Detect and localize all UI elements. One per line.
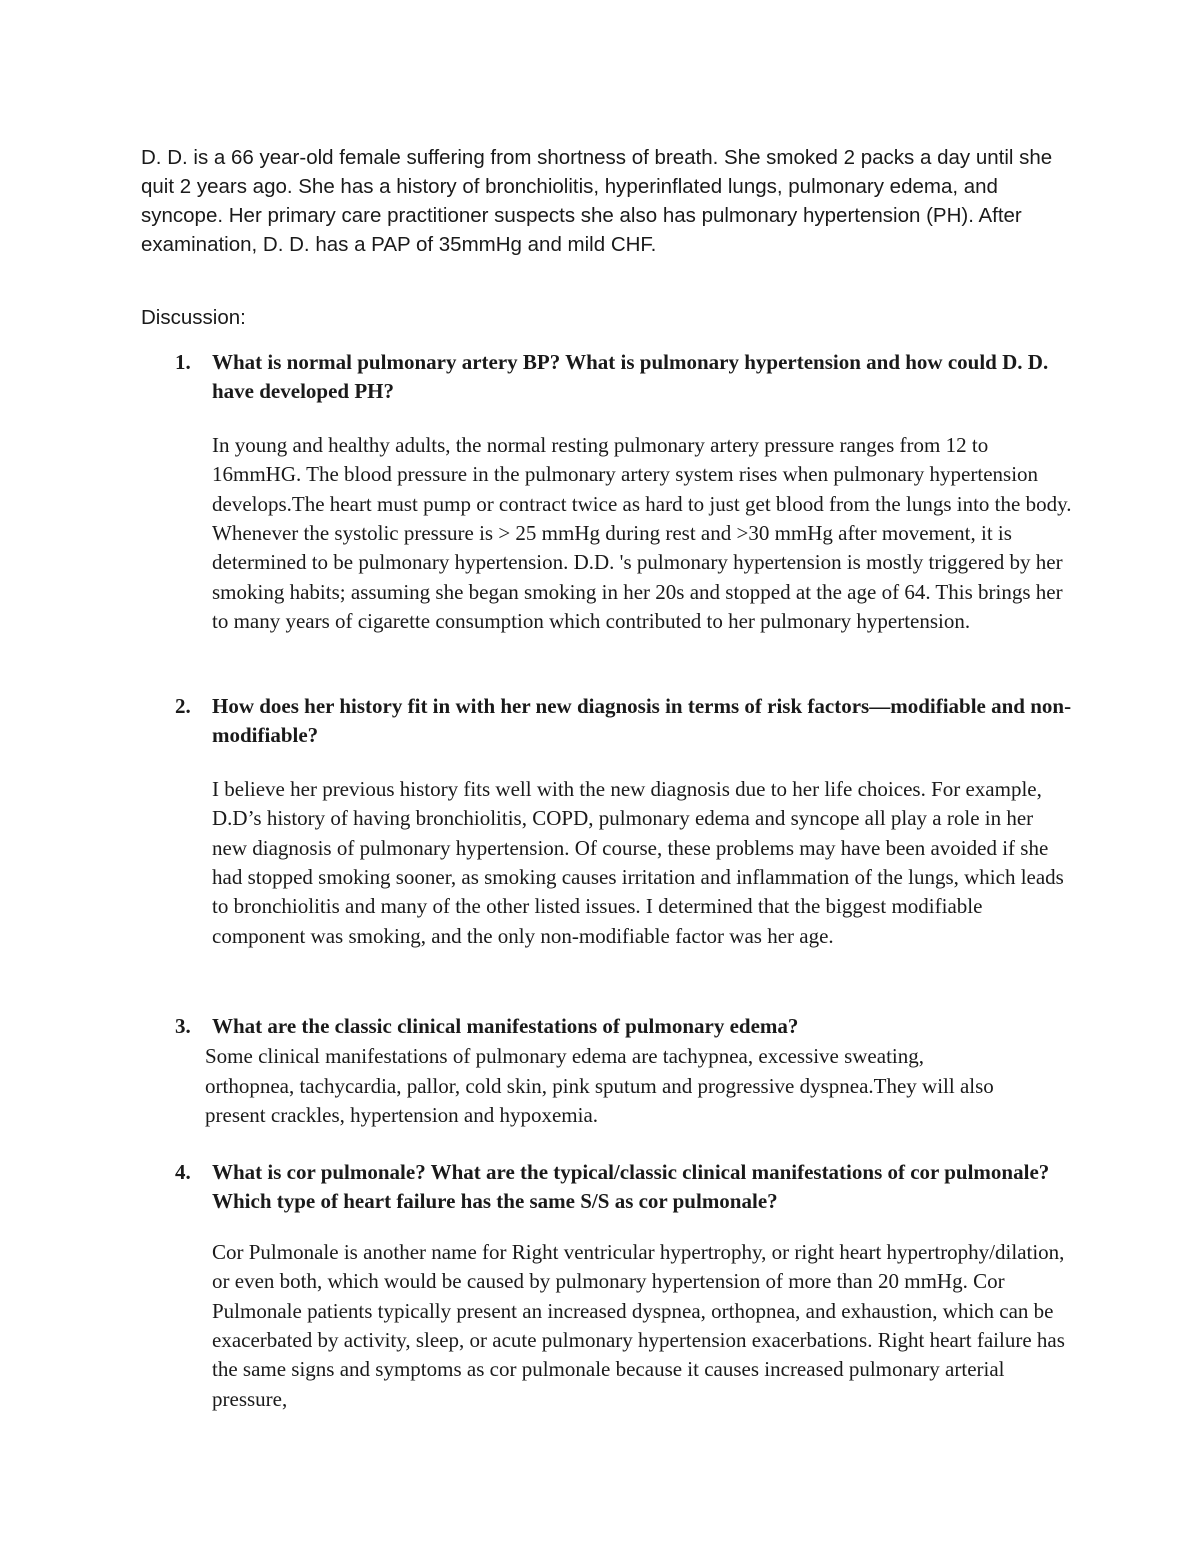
answer-text: I believe her previous history fits well with the new diagnosis due to her life choices. For example, D.D’s history of having bronchiolitis, COPD, pulmonary edema and syncope all play a role in her new diagnosis of pulmonary hypertension. Of course, these problems may have been avoided if she had stopped smoking sooner, as smoking causes irritation and inflammation of the lungs, which leads to bronchiolitis and many of the other listed issues. I determined that the biggest modifiable component was smoking, and the only non-modifiable factor was her age.: [212, 776, 1064, 948]
question-number: 4.: [175, 1160, 191, 1184]
question-number: 1.: [175, 350, 191, 374]
question-item-1: [141, 348, 1072, 637]
question-item-2: [141, 692, 1072, 951]
question-text: How does her history fit in with her new diagnosis in terms of risk factors—modifiable and non-modifiable?: [212, 694, 1072, 748]
question-number: 2.: [175, 694, 191, 718]
question-text: What is cor pulmonale? What are the typical/classic clinical manifestations of cor pulmonale? Which type of heart failure has the same S/S as cor pulmonale?: [212, 1160, 1050, 1214]
question-item-3: [141, 1012, 1061, 1131]
discussion-heading: Discussion:: [141, 306, 246, 329]
answer-text: In young and healthy adults, the normal resting pulmonary artery pressure ranges from 12 to 16mmHG. The blood pressure in the pulmonary artery system rises when pulmonary hypertension develops.The heart must pump or contract twice as hard to just get blood from the lungs into the body. Whenever the systolic pressure is > 25 mmHg during rest and >30 mmHg after movement, it is determined to be pulmonary hypertension. D.D. 's pulmonary hypertension is mostly triggered by her smoking habits; assuming she began smoking in her 20s and stopped at the age of 64. This brings her to many years of cigarette consumption which contributed to her pulmonary hypertension.: [212, 432, 1072, 634]
case-intro-paragraph: D. D. is a 66 year-old female suffering from shortness of breath. She smoked 2 packs a day until she quit 2 years ago. She has a history of bronchiolitis, hyperinflated lungs, pulmonary edema, and syncope. Her primary care practitioner suspects she also has pulmonary hypertension (PH). After examination, D. D. has a PAP of 35mmHg and mild CHF.: [141, 146, 1053, 256]
question-text: What is normal pulmonary artery BP? What is pulmonary hypertension and how could D. D. have developed PH?: [212, 350, 1049, 404]
question-text: What are the classic clinical manifestations of pulmonary edema?: [212, 1014, 799, 1038]
question-item-4: [141, 1158, 1065, 1414]
answer-text: Some clinical manifestations of pulmonary edema are tachypnea, excessive sweating, orthopnea, tachycardia, pallor, cold skin, pink sputum and progressive dyspnea.They will also present crackles, hypertension and hypoxemia.: [205, 1044, 994, 1128]
question-number: 3.: [175, 1014, 191, 1038]
answer-text: Cor Pulmonale is another name for Right ventricular hypertrophy, or right heart hypertrophy/dilation, or even both, which would be caused by pulmonary hypertension of more than 20 mmHg. Cor Pulmonale patients typically present an increased dyspnea, orthopnea, and exhaustion, which can be exacerbated by activity, sleep, or acute pulmonary hypertension exacerbations. Right heart failure has the same signs and symptoms as cor pulmonale because it causes increased pulmonary arterial pressure,: [212, 1239, 1065, 1411]
